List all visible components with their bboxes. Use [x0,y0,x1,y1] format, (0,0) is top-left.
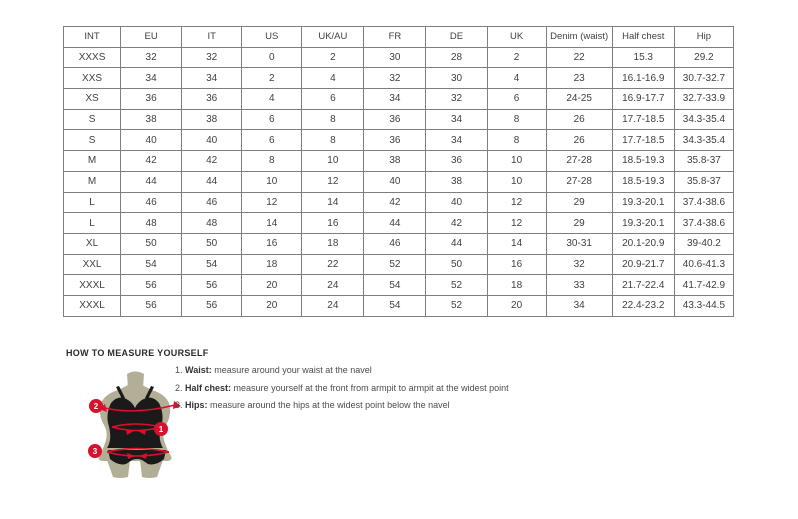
table-cell: 16 [242,233,302,254]
header-cell: Half chest [612,27,674,48]
table-cell: 16.9-17.7 [612,89,674,110]
table-cell: 6 [242,130,302,151]
table-cell: 32 [121,47,182,68]
table-cell: 22 [546,47,612,68]
table-cell: 2 [487,47,546,68]
header-cell: IT [182,27,242,48]
table-cell: 34 [182,68,242,89]
table-cell: 54 [364,275,426,296]
header-cell: DE [426,27,487,48]
table-cell: 32 [182,47,242,68]
table-cell: 33 [546,275,612,296]
table-cell: 34 [121,68,182,89]
table-cell: 44 [426,233,487,254]
table-cell: 8 [487,130,546,151]
table-cell: 54 [121,254,182,275]
table-cell: 14 [242,213,302,234]
table-cell: 34 [426,109,487,130]
hips-badge: 3 [92,447,98,456]
table-cell: 56 [121,275,182,296]
measure-step-waist [175,365,595,375]
table-cell: 10 [487,151,546,172]
table-cell: 12 [302,171,364,192]
table-cell: XS [64,89,121,110]
header-cell: INT [64,27,121,48]
table-cell: 40 [364,171,426,192]
table-cell: 37.4-38.6 [674,192,733,213]
table-cell: L [64,192,121,213]
table-cell: L [64,213,121,234]
table-cell: 52 [426,295,487,316]
table-cell: 39-40.2 [674,233,733,254]
table-cell: 56 [182,295,242,316]
step-text: measure around the hips at the widest point below the navel [207,400,450,410]
table-cell: 35.8-37 [674,171,733,192]
table-cell: 20.9-21.7 [612,254,674,275]
table-cell: 29 [546,213,612,234]
table-cell: S [64,109,121,130]
table-cell: 6 [242,109,302,130]
table-cell: 27-28 [546,171,612,192]
table-cell: 40 [182,130,242,151]
table-cell: 42 [364,192,426,213]
measure-instructions [175,365,595,418]
table-cell: 35.8-37 [674,151,733,172]
table-cell: 30 [426,68,487,89]
table-cell: 18.5-19.3 [612,171,674,192]
table-cell: 40 [426,192,487,213]
measure-step-half-chest [175,383,595,393]
table-cell: 52 [364,254,426,275]
table-cell: 17.7-18.5 [612,109,674,130]
table-row [64,171,734,192]
table-cell: 32 [426,89,487,110]
table-cell: 46 [182,192,242,213]
table-cell: 18.5-19.3 [612,151,674,172]
table-row [64,233,734,254]
table-cell: 16.1-16.9 [612,68,674,89]
table-row [64,151,734,172]
table-cell: 21.7-22.4 [612,275,674,296]
table-cell: 16 [302,213,364,234]
table-cell: 30 [364,47,426,68]
table-cell: M [64,171,121,192]
table-cell: 19.3-20.1 [612,192,674,213]
header-cell: UK [487,27,546,48]
table-cell: XXXS [64,47,121,68]
step-number: 3. [175,400,183,410]
table-cell: 20.1-20.9 [612,233,674,254]
table-cell: 18 [242,254,302,275]
table-cell: 15.3 [612,47,674,68]
table-cell: 48 [121,213,182,234]
table-cell: 26 [546,109,612,130]
chest-badge: 2 [93,402,99,411]
step-label: Half chest: [185,382,232,393]
table-row [64,295,734,316]
table-cell: 32 [546,254,612,275]
table-row [64,68,734,89]
measure-section-title: HOW TO MEASURE YOURSELF [66,348,209,358]
table-cell: 44 [121,171,182,192]
table-cell: 30.7-32.7 [674,68,733,89]
header-cell: UK/AU [302,27,364,48]
table-cell: 42 [182,151,242,172]
table-cell: 24 [302,275,364,296]
table-cell: 32.7-33.9 [674,89,733,110]
size-conversion-table [63,26,734,317]
table-cell: XXXL [64,275,121,296]
table-cell: 38 [426,171,487,192]
table-cell: 32 [364,68,426,89]
table-cell: 0 [242,47,302,68]
table-cell: 12 [242,192,302,213]
step-label: Waist: [185,365,212,375]
table-cell: 34 [364,89,426,110]
table-cell: 54 [182,254,242,275]
table-cell: 18 [487,275,546,296]
header-cell: Hip [674,27,733,48]
table-cell: 20 [242,275,302,296]
table-cell: XXL [64,254,121,275]
table-row [64,109,734,130]
table-cell: 27-28 [546,151,612,172]
table-row [64,130,734,151]
table-cell: 56 [121,295,182,316]
table-cell: 22 [302,254,364,275]
table-cell: 44 [364,213,426,234]
table-cell: XL [64,233,121,254]
header-cell: FR [364,27,426,48]
header-cell: Denim (waist) [546,27,612,48]
table-cell: 14 [487,233,546,254]
table-row [64,254,734,275]
table-cell: 52 [426,275,487,296]
table-row [64,213,734,234]
table-cell: 42 [426,213,487,234]
table-cell: 10 [242,171,302,192]
table-cell: 4 [487,68,546,89]
table-cell: 8 [487,109,546,130]
table-row [64,275,734,296]
mannequin-illustration [80,371,190,483]
table-cell: 24-25 [546,89,612,110]
table-cell: 22.4-23.2 [612,295,674,316]
header-cell: US [242,27,302,48]
table-row [64,47,734,68]
table-cell: 36 [364,130,426,151]
table-cell: 42 [121,151,182,172]
table-cell: 8 [302,109,364,130]
table-cell: 34.3-35.4 [674,130,733,151]
table-cell: 50 [426,254,487,275]
table-cell: 34.3-35.4 [674,109,733,130]
table-cell: 46 [364,233,426,254]
table-cell: 29 [546,192,612,213]
header-cell: EU [121,27,182,48]
table-cell: 30-31 [546,233,612,254]
table-cell: 20 [242,295,302,316]
table-cell: 34 [546,295,612,316]
table-cell: 46 [121,192,182,213]
table-cell: 36 [426,151,487,172]
table-cell: 17.7-18.5 [612,130,674,151]
step-label: Hips: [185,400,208,410]
table-cell: S [64,130,121,151]
table-cell: 50 [182,233,242,254]
table-cell: 24 [302,295,364,316]
table-header-row [64,27,734,48]
table-cell: 36 [182,89,242,110]
table-cell: 28 [426,47,487,68]
table-cell: 23 [546,68,612,89]
table-cell: 2 [302,47,364,68]
table-cell: 56 [182,275,242,296]
table-cell: 37.4-38.6 [674,213,733,234]
table-cell: 40 [121,130,182,151]
table-cell: 6 [487,89,546,110]
table-cell: 8 [302,130,364,151]
table-cell: 6 [302,89,364,110]
table-cell: XXS [64,68,121,89]
table-cell: 18 [302,233,364,254]
table-cell: 2 [242,68,302,89]
table-cell: 36 [121,89,182,110]
step-text: measure around your waist at the navel [211,365,372,375]
table-cell: 36 [364,109,426,130]
table-cell: 40.6-41.3 [674,254,733,275]
table-cell: M [64,151,121,172]
table-row [64,89,734,110]
table-cell: XXXL [64,295,121,316]
step-number: 1. [175,365,183,375]
table-cell: 54 [364,295,426,316]
table-cell: 44 [182,171,242,192]
table-cell: 10 [302,151,364,172]
table-cell: 20 [487,295,546,316]
step-number: 2. [175,382,183,393]
table-cell: 19.3-20.1 [612,213,674,234]
table-cell: 26 [546,130,612,151]
table-cell: 12 [487,213,546,234]
table-cell: 48 [182,213,242,234]
table-cell: 43.3-44.5 [674,295,733,316]
table-row [64,192,734,213]
table-cell: 4 [302,68,364,89]
table-cell: 14 [302,192,364,213]
table-cell: 38 [182,109,242,130]
measurement-figure [80,371,190,483]
waist-badge: 1 [158,425,164,434]
table-cell: 8 [242,151,302,172]
table-cell: 4 [242,89,302,110]
table-cell: 29.2 [674,47,733,68]
table-cell: 10 [487,171,546,192]
measure-step-hips [175,400,595,410]
table-cell: 34 [426,130,487,151]
table-cell: 38 [121,109,182,130]
step-text: measure yourself at the front from armpit to armpit at the widest point [231,382,509,393]
table-cell: 50 [121,233,182,254]
table-cell: 41.7-42.9 [674,275,733,296]
table-cell: 12 [487,192,546,213]
table-cell: 16 [487,254,546,275]
table-cell: 38 [364,151,426,172]
